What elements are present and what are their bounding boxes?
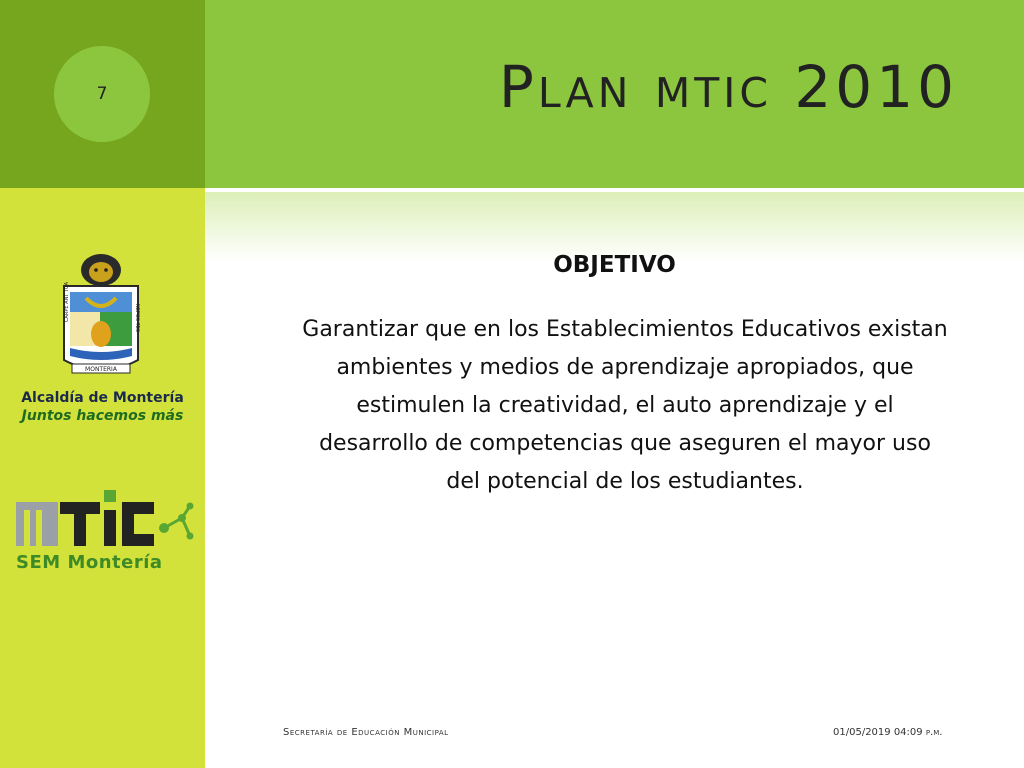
footer-organization: Secretaría de Educación Municipal xyxy=(283,727,449,738)
mtic-logo xyxy=(14,488,194,550)
shield-top-text: CARPE ANT TUA xyxy=(64,281,70,322)
alcaldia-crest-logo xyxy=(56,252,146,386)
objective-body: Garantizar que en los Establecimientos Educativos existan ambientes y medios de aprendizaje apropiados, que estimulen la creatividad, el auto aprendizaje y el desarrollo de competencias que aseguren el mayor uso del potencial de los estudiantes. xyxy=(302,317,948,494)
objective-heading: OBJETIVO xyxy=(553,252,676,278)
footer-datetime: 01/05/2019 04:09 p.m. xyxy=(833,727,943,738)
alcaldia-slogan: Juntos hacemos más xyxy=(21,408,184,424)
slide-number-badge xyxy=(54,46,150,142)
alcaldia-name: Alcaldía de Montería xyxy=(21,390,184,406)
mtic-subtitle: SEM Montería xyxy=(16,552,163,573)
shield-bottom-text: MONTERIA xyxy=(85,366,117,373)
shield-side-text: NEPOS TES xyxy=(134,304,140,333)
slide-number: 7 xyxy=(96,84,108,104)
slide-title: Plan mtic 2010 xyxy=(498,53,958,121)
